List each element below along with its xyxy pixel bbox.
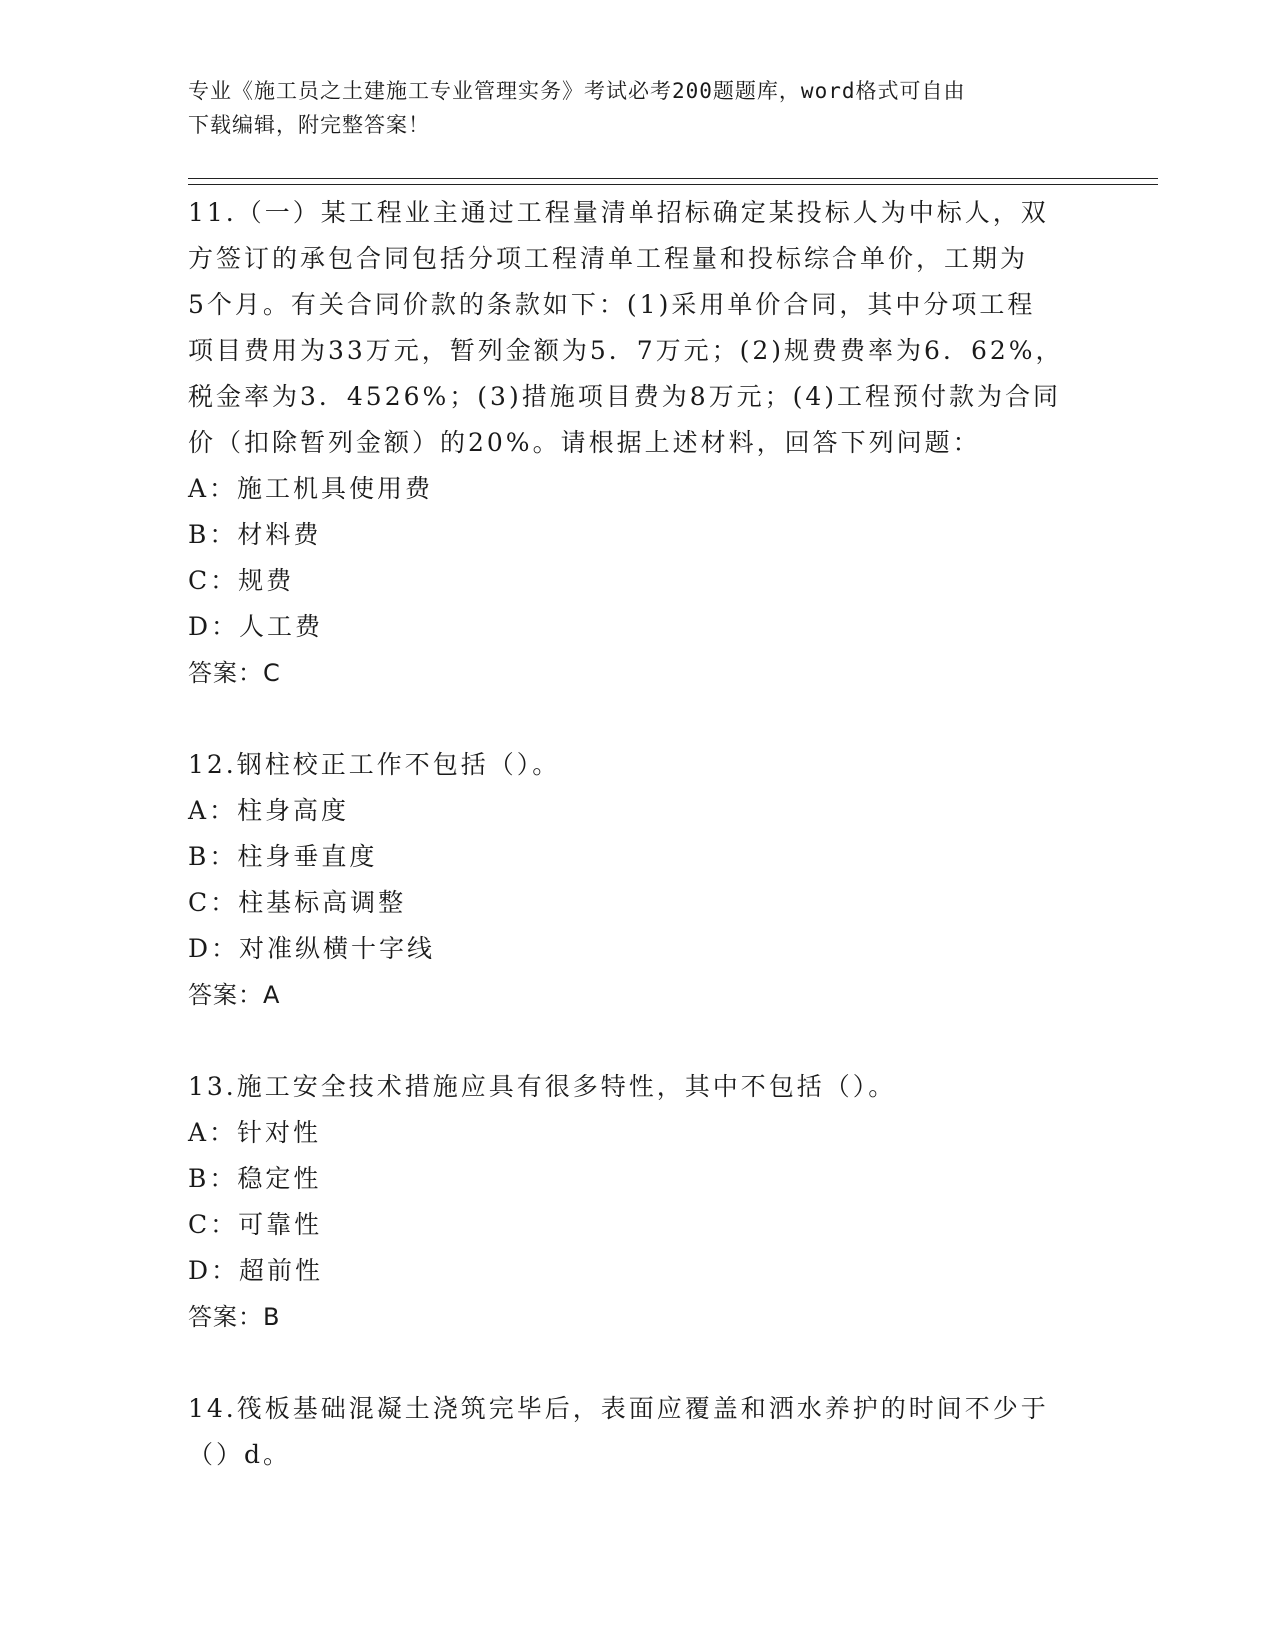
option-d: D：对准纵横十字线 — [188, 934, 436, 963]
option-c: C：可靠性 — [188, 1210, 323, 1239]
question-text-line: 价（扣除暂列金额）的20%。请根据上述材料，回答下列问题： — [188, 428, 981, 457]
question-text-line: 5个月。有关合同价款的条款如下：(1)采用单价合同，其中分项工程 — [188, 290, 1036, 319]
question-text-line: 13.施工安全技术措施应具有很多特性，其中不包括（）。 — [188, 1072, 897, 1101]
question-11 — [188, 190, 1088, 696]
question-text-line: 11.（一）某工程业主通过工程量清单招标确定某投标人为中标人，双 — [188, 198, 1049, 227]
spacer — [188, 1018, 1088, 1064]
question-text-line: 项目费用为33万元，暂列金额为5．7万元；(2)规费费率为6．62%， — [188, 336, 1064, 365]
option-b: B：材料费 — [188, 520, 322, 549]
question-text-line: 14.筏板基础混凝土浇筑完毕后，表面应覆盖和洒水养护的时间不少于 — [188, 1394, 1049, 1423]
answer: 答案：A — [188, 981, 281, 1009]
answer: 答案：C — [188, 659, 281, 687]
question-14 — [188, 1386, 1088, 1478]
question-12 — [188, 742, 1088, 1018]
header-divider-bottom — [188, 184, 1158, 185]
option-a: A：针对性 — [188, 1118, 322, 1147]
answer: 答案：B — [188, 1303, 281, 1331]
question-list — [188, 190, 1088, 1478]
option-b: B：稳定性 — [188, 1164, 322, 1193]
option-a: A：施工机具使用费 — [188, 474, 434, 503]
option-a: A：柱身高度 — [188, 796, 350, 825]
question-text-line: （）d。 — [188, 1440, 292, 1469]
option-c: C：规费 — [188, 566, 295, 595]
option-c: C：柱基标高调整 — [188, 888, 407, 917]
option-b: B：柱身垂直度 — [188, 842, 378, 871]
header-divider-top — [188, 178, 1158, 179]
question-text-line: 方签订的承包合同包括分项工程清单工程量和投标综合单价，工期为 — [188, 244, 1029, 273]
question-text-line: 税金率为3．4526%；(3)措施项目费为8万元；(4)工程预付款为合同 — [188, 382, 1062, 411]
spacer — [188, 696, 1088, 742]
question-13 — [188, 1064, 1088, 1340]
question-text-line: 12.钢柱校正工作不包括（）。 — [188, 750, 561, 779]
header-line-2: 下载编辑，附完整答案！ — [188, 113, 430, 137]
option-d: D：人工费 — [188, 612, 324, 641]
document-header — [188, 74, 1068, 142]
header-line-1: 专业《施工员之土建施工专业管理实务》考试必考200题题库，word格式可自由 — [188, 79, 966, 103]
spacer — [188, 1340, 1088, 1386]
option-d: D：超前性 — [188, 1256, 324, 1285]
